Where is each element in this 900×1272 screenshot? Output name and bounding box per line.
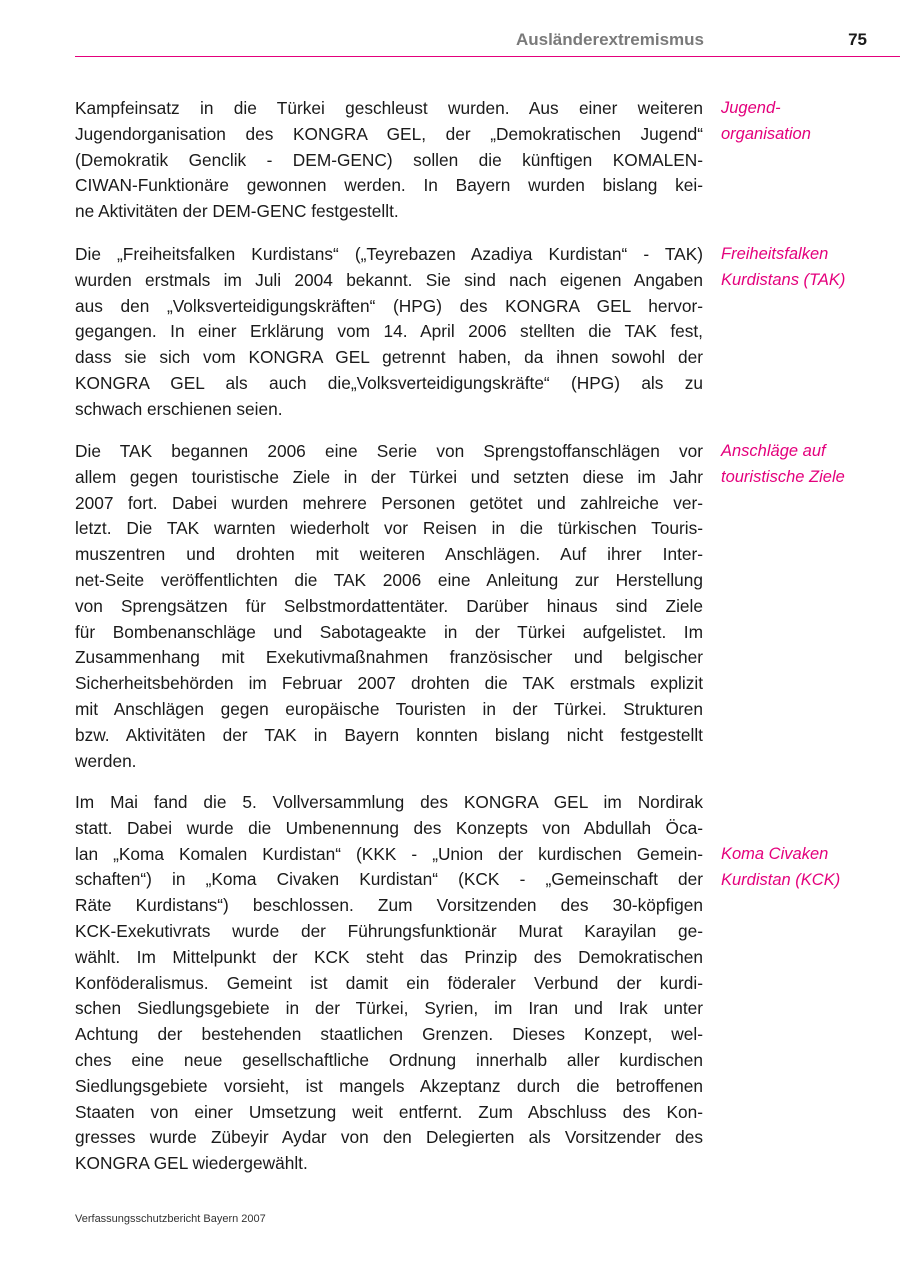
- text-line: (Demokratik Genclik - DEM-GENC) sollen die künftigen KOMALEN-: [75, 149, 703, 170]
- text-line: 2007 fort. Dabei wurden mehrere Personen getötet und zahlreiche ver-: [75, 492, 703, 513]
- text-line: Räte Kurdistans“) beschlossen. Zum Vorsitzenden des 30-köpfigen: [75, 895, 703, 916]
- text-line: gegangen. In einer Erklärung vom 14. April 2006 stellten die TAK fest,: [75, 321, 703, 342]
- text-line: KCK-Exekutivrats wurde der Führungsfunktionär Murat Karayilan ge-: [75, 920, 703, 941]
- text-line: mit Anschlägen gegen europäische Touristen in der Türkei. Strukturen: [75, 698, 703, 719]
- text-line: Siedlungsgebiete vorsieht, ist mangels Akzeptanz durch die betroffenen: [75, 1075, 703, 1096]
- text-line: Zusammenhang mit Exekutivmaßnahmen französischer und belgischer: [75, 647, 703, 668]
- text-line: von Sprengsätzen für Selbstmordattentäter. Darüber hinaus sind Ziele: [75, 595, 703, 616]
- text-line: wählt. Im Mittelpunkt der KCK steht das Prinzip des Demokratischen: [75, 946, 703, 967]
- text-line: bzw. Aktivitäten der TAK in Bayern konnten bislang nicht festgestellt: [75, 724, 703, 745]
- margin-note-line: touristische Ziele: [721, 467, 845, 486]
- text-line: lan „Koma Komalen Kurdistan“ (KKK - „Union der kurdischen Gemein-: [75, 843, 703, 864]
- margin-note-line: Koma Civaken: [721, 845, 829, 863]
- margin-note-line: Kurdistan (KCK): [721, 870, 841, 889]
- text-line: ne Aktivitäten der DEM-GENC festgestellt.: [75, 201, 399, 222]
- text-line: CIWAN-Funktionäre gewonnen werden. In Bayern wurden bislang kei-: [75, 175, 703, 196]
- margin-note-anschlaege: [721, 439, 891, 491]
- margin-note-kck: [721, 842, 891, 894]
- text-line: Die „Freiheitsfalken Kurdistans“ („Teyrebazen Azadiya Kurdistan“ - TAK): [75, 244, 703, 264]
- text-line: Kampfeinsatz in die Türkei geschleust wurden. Aus einer weiteren: [75, 98, 703, 118]
- text-line: muszentren und drohten mit weiteren Anschlägen. Auf ihrer Inter-: [75, 544, 703, 565]
- text-line: schen Siedlungsgebiete in der Türkei, Syrien, im Iran und Irak unter: [75, 998, 703, 1019]
- text-line: Jugendorganisation des KONGRA GEL, der „Demokratischen Jugend“: [75, 123, 703, 144]
- text-line: schwach erschienen seien.: [75, 398, 283, 419]
- margin-note-line: Anschläge auf: [721, 442, 826, 460]
- text-line: KONGRA GEL als auch die„Volksverteidigungskräfte“ (HPG) als zu: [75, 372, 703, 393]
- text-line: ches eine neue gesellschaftliche Ordnung innerhalb aller kurdischen: [75, 1049, 703, 1070]
- text-line: dass sie sich vom KONGRA GEL getrennt haben, da ihnen sowohl der: [75, 347, 703, 368]
- text-line: Staaten von einer Umsetzung weit entfernt. Zum Abschluss des Kon-: [75, 1101, 703, 1122]
- page-footer: Verfassungsschutzbericht Bayern 2007: [75, 1213, 266, 1225]
- text-line: Im Mai fand die 5. Vollversammlung des KONGRA GEL im Nordirak: [75, 792, 703, 812]
- text-line: letzt. Die TAK warnten wiederholt vor Reisen in die türkischen Touris-: [75, 518, 703, 539]
- text-line: net-Seite veröffentlichten die TAK 2006 eine Anleitung zur Herstellung: [75, 569, 703, 590]
- text-line: für Bombenanschläge und Sabotageakte in der Türkei aufgelistet. Im: [75, 621, 703, 642]
- margin-note-line: Freiheitsfalken: [721, 245, 829, 263]
- paragraph-jugendorganisation: [75, 96, 703, 225]
- margin-note-line: Kurdistans (TAK): [721, 270, 846, 289]
- text-line: schaften“) in „Koma Civaken Kurdistan“ (KCK - „Gemeinschaft der: [75, 869, 703, 890]
- margin-note-line: organisation: [721, 124, 811, 143]
- text-line: Sicherheitsbehörden im Februar 2007 drohten die TAK erstmals explizit: [75, 673, 703, 694]
- header-title: Ausländerextremismus: [515, 30, 704, 49]
- text-line: allem gegen touristische Ziele in der Türkei und setzten diese im Jahr: [75, 466, 703, 487]
- text-line: Konföderalismus. Gemeint ist damit ein föderaler Verbund der kurdi-: [75, 972, 703, 993]
- text-line: Die TAK begannen 2006 eine Serie von Sprengstoffanschlägen vor: [75, 441, 703, 461]
- page-number: 75: [848, 30, 867, 49]
- margin-note-line: Jugend-: [721, 99, 781, 117]
- page-header: [75, 26, 900, 57]
- margin-note-jugendorganisation: [721, 96, 891, 148]
- text-line: aus den „Volksverteidigungskräften“ (HPG) des KONGRA GEL hervor-: [75, 295, 703, 316]
- text-line: statt. Dabei wurde die Umbenennung des Konzepts von Abdullah Öca-: [75, 817, 703, 838]
- margin-note-tak: [721, 242, 891, 294]
- paragraph-tak: [75, 242, 703, 423]
- text-line: KONGRA GEL wiedergewählt.: [75, 1153, 308, 1174]
- text-line: werden.: [75, 750, 137, 771]
- text-line: gresses wurde Zübeyir Aydar von den Delegierten als Vorsitzender des: [75, 1127, 703, 1148]
- text-line: wurden erstmals im Juli 2004 bekannt. Sie sind nach eigenen Angaben: [75, 269, 703, 290]
- paragraph-kck: [75, 790, 703, 1177]
- paragraph-anschlaege: [75, 439, 703, 774]
- text-line: Achtung der bestehenden staatlichen Grenzen. Dieses Konzept, wel-: [75, 1024, 703, 1045]
